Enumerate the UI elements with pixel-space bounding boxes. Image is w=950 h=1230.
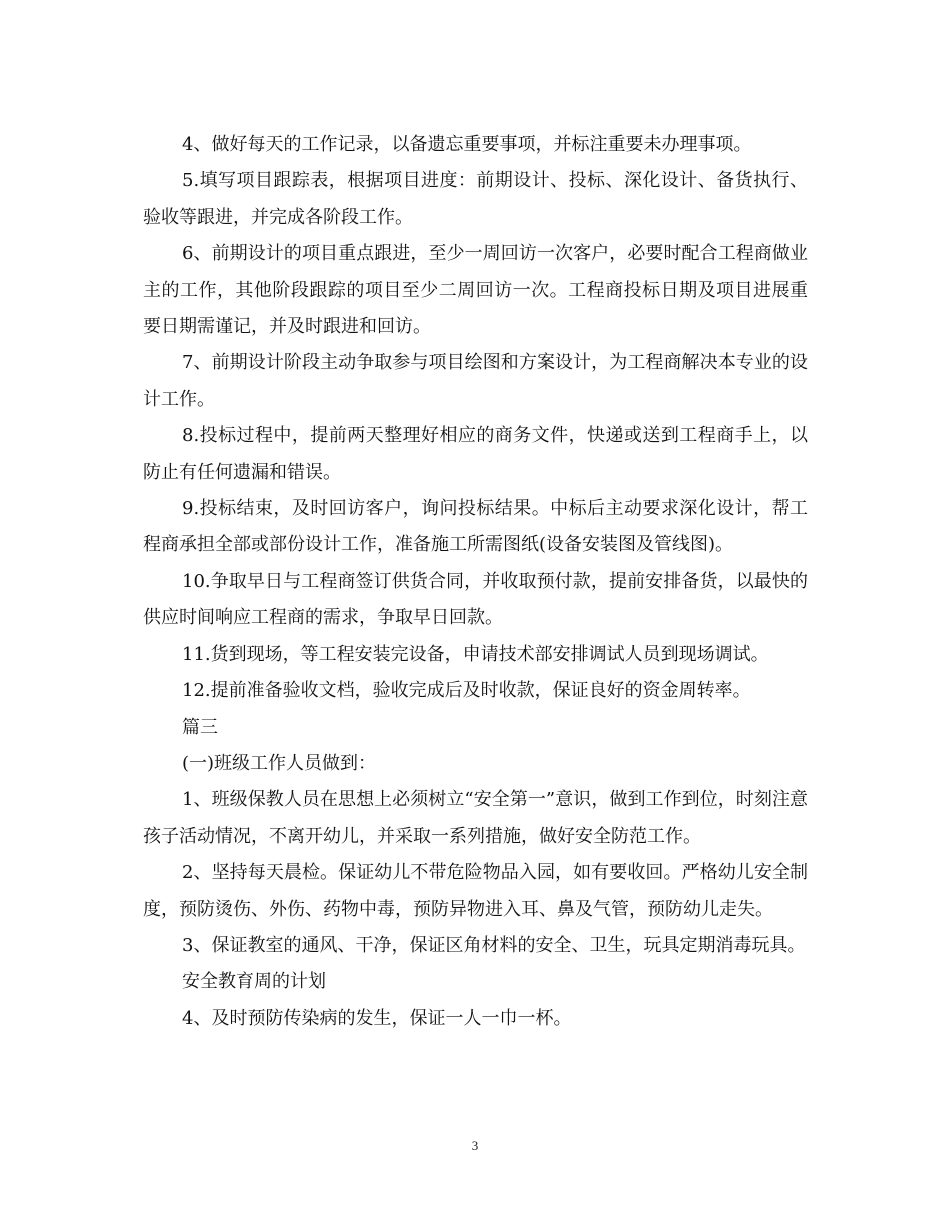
paragraph-6: 9.投标结束，及时回访客户，询问投标结果。中标后主动要求深化设计，帮工程商承担全部或部份设计工作，准备施工所需图纸(设备安装图及管线图)。 <box>143 498 808 556</box>
paragraph-8: 11.货到现场，等工程安装完设备，申请技术部安排调试人员到现场调试。 <box>182 643 769 665</box>
page-number: 3 <box>471 1138 479 1153</box>
inline-heading: 安全教育周的计划 <box>182 971 326 993</box>
page-body <box>143 127 808 1037</box>
section-heading: 篇三 <box>182 716 218 738</box>
paragraph-13: 4、及时预防传染病的发生，保证一人一巾一杯。 <box>182 1007 572 1029</box>
paragraph-10: 1、班级保教人员在思想上必须树立“安全第一”意识，做到工作到位，时刻注意孩子活动情况，不离开幼儿，并采取一系列措施，做好安全防范工作。 <box>143 789 808 847</box>
paragraph-1: 4、做好每天的工作记录，以备遗忘重要事项，并标注重要未办理事项。 <box>182 134 752 155</box>
paragraph-7: 10.争取早日与工程商签订供货合同，并收取预付款，提前安排备货，以最快的供应时间响应工程商的需求，争取早日回款。 <box>143 570 808 629</box>
paragraph-5: 8.投标过程中，提前两天整理好相应的商务文件，快递或送到工程商手上，以防止有任何遗漏和错误。 <box>143 425 808 483</box>
paragraph-12: 3、保证教室的通风、干净，保证区角材料的安全、卫生，玩具定期消毒玩具。 <box>182 934 806 956</box>
paragraph-4: 7、前期设计阶段主动争取参与项目绘图和方案设计，为工程商解决本专业的设计工作。 <box>143 352 808 410</box>
paragraph-11: 2、坚持每天晨检。保证幼儿不带危险物品入园，如有要收回。严格幼儿安全制度，预防烫伤、外伤、药物中毒，预防异物进入耳、鼻及气管，预防幼儿走失。 <box>143 862 808 920</box>
subsection-heading: (一)班级工作人员做到： <box>182 752 377 774</box>
paragraph-2: 5.填写项目跟踪表，根据项目进度：前期设计、投标、深化设计、备货执行、验收等跟进，并完成各阶段工作。 <box>143 170 808 228</box>
paragraph-9: 12.提前准备验收文档，验收完成后及时收款，保证良好的资金周转率。 <box>182 680 751 702</box>
paragraph-3: 6、前期设计的项目重点跟进，至少一周回访一次客户，必要时配合工程商做业主的工作，其他阶段跟踪的项目至少二周回访一次。工程商投标日期及项目进展重要日期需谨记，并及时跟进和回访。 <box>143 243 808 338</box>
